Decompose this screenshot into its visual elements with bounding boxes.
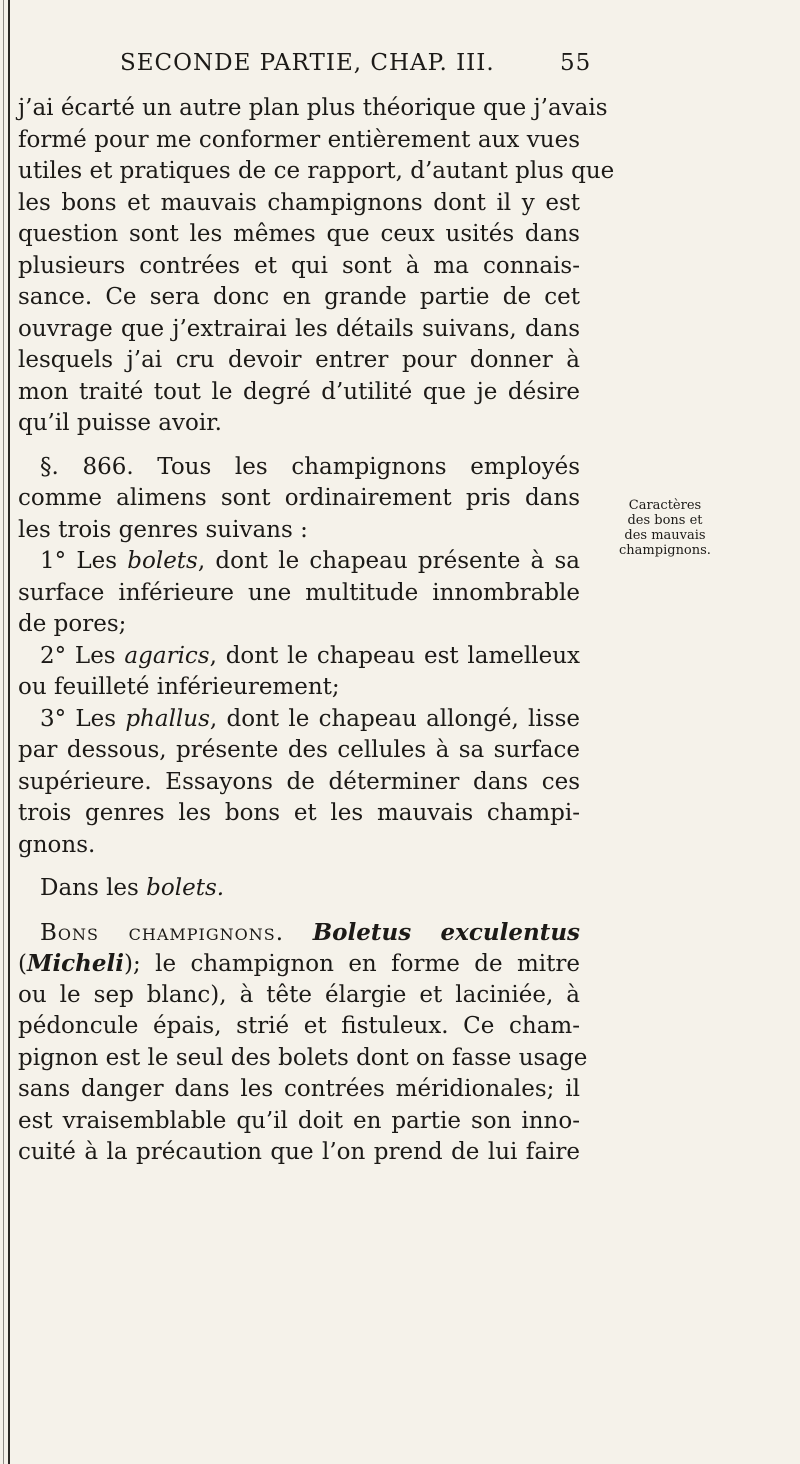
text-line: sance. Ce sera donc en grande partie de cet [18, 284, 580, 310]
page-number: 55 [560, 50, 592, 76]
list-number: 3° Les [40, 705, 126, 732]
text-line: pédoncule épais, strié et fistuleux. Ce cham- [18, 1013, 580, 1039]
species-text: ); le champignon en forme de mitre [124, 951, 580, 977]
subheading-genus: bolets. [146, 875, 225, 901]
section-line: les trois genres suivans : [18, 516, 308, 543]
section-line: gnons. [18, 831, 96, 858]
text-line: utiles et pratiques de ce rapport, d’autant plus que [18, 158, 615, 184]
list-item-bolets [10, 546, 580, 578]
subheading-text: Dans les [40, 875, 147, 901]
text-line: j’ai écarté un autre plan plus théorique que j’avais [18, 95, 608, 121]
small-caps-label: Bons champignons. [40, 919, 285, 946]
text-line: lesquels j’ai cru devoir entrer pour donner à [18, 347, 580, 373]
subheading [10, 873, 580, 905]
text-line: est vraisemblable qu’il doit en partie son inno- [18, 1107, 580, 1134]
paragraph-gap [10, 861, 580, 873]
genus-name: bolets [127, 548, 198, 574]
section-line: de pores; [18, 611, 127, 637]
list-number: 1° Les [40, 548, 128, 574]
margin-note [605, 498, 725, 558]
text-line: cuité à la précaution que l’on prend de lui faire [18, 1139, 580, 1165]
text-line: question sont les mêmes que ceux usités dans [18, 221, 580, 247]
species-line [10, 948, 580, 980]
genus-name: agarics [124, 642, 210, 669]
list-item-phallus [10, 704, 580, 736]
section-line: comme alimens sont ordinairement pris dans [18, 485, 580, 511]
text-line: les bons et mauvais champignons dont il y est [18, 189, 580, 216]
margin-note-line: champignons. [619, 543, 711, 558]
section-line: §. 866. Tous les champignons employés [40, 453, 580, 480]
genus-name: phallus [125, 705, 210, 732]
paren: ( [18, 951, 27, 977]
text-line: formé pour me conformer entièrement aux vues [18, 126, 580, 153]
paragraph-gap [10, 440, 580, 452]
section-line: ou feuilleté inférieurement; [18, 674, 340, 700]
margin-note-line: Caractères [628, 498, 702, 513]
species-line [10, 917, 580, 949]
text-line: sans danger dans les contrées méridionales; il [18, 1076, 580, 1102]
species-name: Boletus exculentus [312, 918, 580, 946]
list-item-agarics [10, 641, 580, 673]
author-name: Micheli [26, 950, 125, 977]
running-header [120, 50, 592, 76]
margin-note-line: des bons et [627, 513, 703, 528]
text-line: ouvrage que j’extrairai les détails suivans, dans [18, 315, 580, 342]
section-line: par dessous, présente des cellules à sa surface [18, 737, 580, 763]
text-line: qu’il puisse avoir. [18, 410, 222, 436]
list-number: 2° Les [40, 642, 125, 669]
page-edge-shadow [3, 0, 4, 1464]
list-text: , dont le chapeau présente à sa [197, 548, 580, 574]
paragraph-gap [10, 905, 580, 917]
page-body [10, 93, 615, 1169]
running-title: SECONDE PARTIE, CHAP. III. [120, 50, 495, 76]
text-line: mon traité tout le degré d’utilité que je désire [18, 378, 580, 405]
text-line: pignon est le seul des bolets dont on fasse usage [18, 1044, 588, 1071]
list-text: , dont le chapeau est lamelleux [209, 642, 581, 669]
section-line: trois genres les bons et les mauvais champi- [18, 800, 580, 826]
section-line: surface inférieure une multitude innombrable [18, 579, 580, 606]
list-text: , dont le chapeau allongé, lisse [209, 705, 580, 732]
section-line: supérieure. Essayons de déterminer dans ces [18, 768, 580, 795]
text-line: plusieurs contrées et qui sont à ma connais- [18, 252, 580, 279]
margin-note-line: des mauvais [624, 528, 706, 543]
text-line: ou le sep blanc), à tête élargie et laciniée, à [18, 981, 580, 1008]
